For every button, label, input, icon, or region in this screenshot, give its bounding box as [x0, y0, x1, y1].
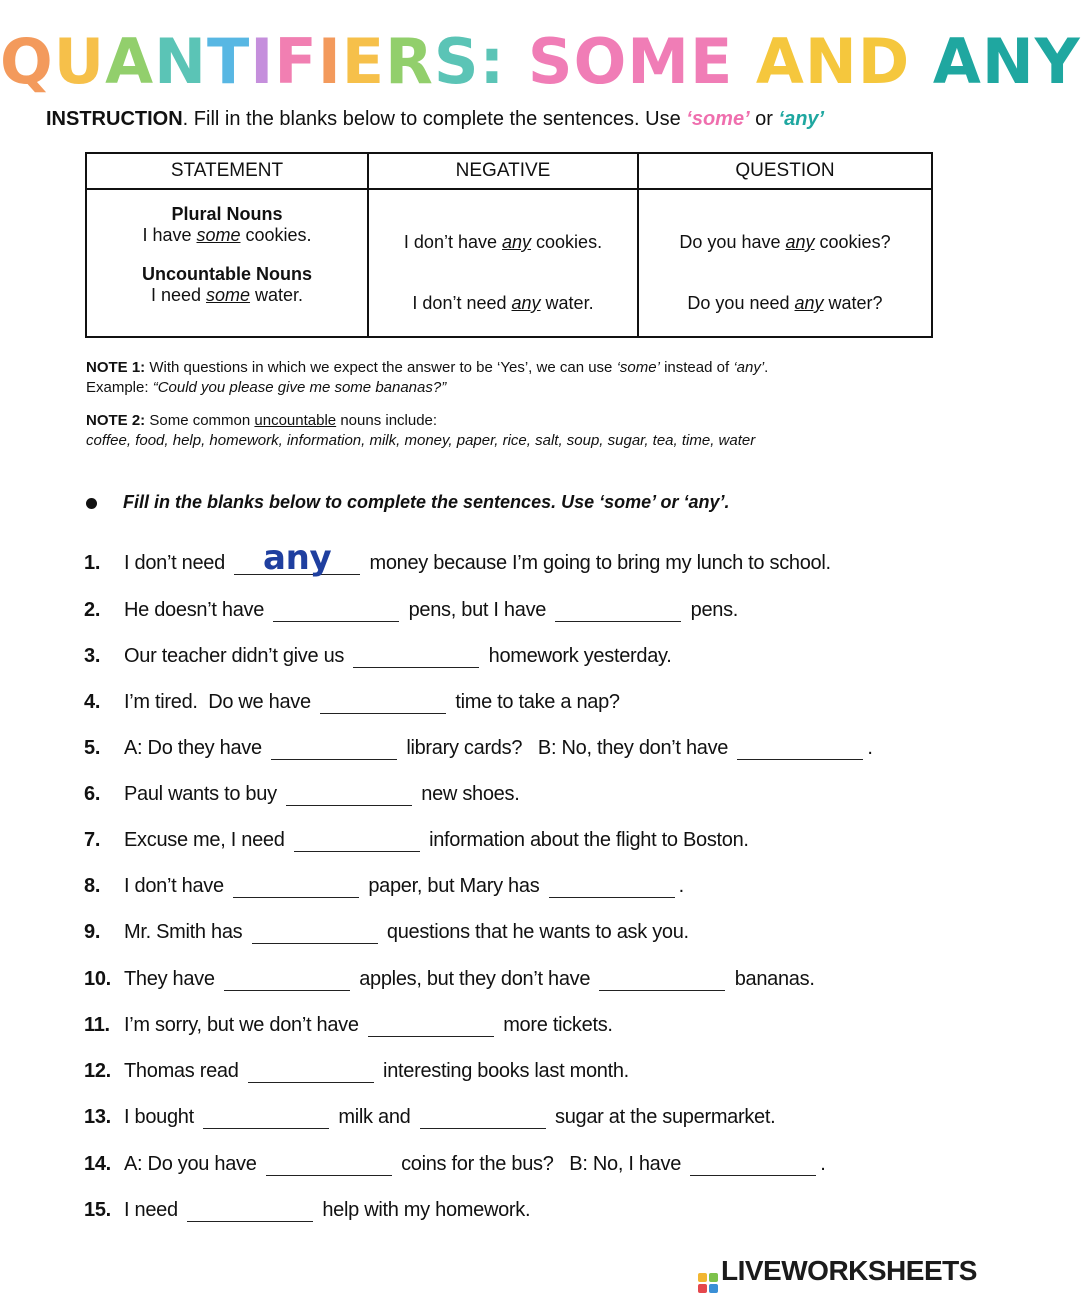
question-item — [84, 871, 684, 901]
question-plural-example: Do you have any cookies? — [679, 232, 891, 252]
question-number: 9. — [84, 921, 101, 943]
negative-plural-example: I don’t have any cookies. — [403, 232, 603, 252]
answer-blank-input[interactable]: any — [234, 548, 360, 575]
uncountable-nouns-list: coffee, food, help, homework, information, milk, money, paper, rice, salt, soup, sugar, tea, time, water — [86, 432, 756, 449]
note-2: NOTE 2: Some common uncountable nouns include: coffee, food, help, homework, information, milk, money, paper, rice, salt, soup, sugar, tea, time, water — [86, 412, 756, 449]
question-item — [84, 1195, 530, 1225]
question-text: information about the flight to Boston. — [423, 829, 749, 851]
bullet-icon — [86, 498, 97, 509]
answer-blank-input[interactable] — [555, 595, 681, 622]
question-text: . — [820, 1153, 826, 1175]
question-item — [84, 1102, 775, 1132]
instruction-text: . Fill in the blanks below to complete the sentences. Use — [182, 108, 687, 130]
title-segment: SOME — [505, 25, 734, 98]
title-segment: S: — [433, 25, 506, 98]
title-segment: I — [250, 25, 275, 98]
question-text: milk and — [333, 1106, 416, 1128]
question-number: 1. — [84, 552, 101, 574]
header-question: QUESTION — [638, 153, 932, 189]
question-text: They have — [124, 968, 220, 990]
title-segment: R — [385, 25, 434, 98]
question-item — [84, 825, 749, 855]
question-text: pens. — [685, 599, 739, 621]
question-text: . — [678, 875, 684, 897]
question-text: time to take a nap? — [450, 691, 620, 713]
question-item — [84, 733, 873, 763]
title-segment: ANY — [910, 25, 1081, 98]
answer-blank-input[interactable] — [737, 733, 863, 760]
question-text: help with my homework. — [317, 1199, 531, 1221]
header-statement: STATEMENT — [86, 153, 368, 189]
question-item — [84, 1149, 826, 1179]
answer-blank-input[interactable] — [271, 733, 397, 760]
question-item — [84, 687, 620, 717]
question-text: A: Do you have — [124, 1153, 262, 1175]
answer-blank-input[interactable] — [420, 1102, 546, 1129]
question-number: 6. — [84, 783, 101, 805]
question-text: Paul wants to buy — [124, 783, 283, 805]
question-text: He doesn’t have — [124, 599, 270, 621]
question-number: 15. — [84, 1199, 111, 1221]
answer-blank-input[interactable] — [353, 641, 479, 668]
question-text: bananas. — [729, 968, 815, 990]
answer-blank-input[interactable] — [286, 779, 412, 806]
question-text: I don’t have — [124, 875, 230, 897]
instruction-label: INSTRUCTION — [46, 108, 183, 130]
answer-blank-input[interactable] — [252, 917, 378, 944]
question-text: new shoes. — [416, 783, 520, 805]
title-segment: N — [154, 25, 207, 98]
note-1: NOTE 1: With questions in which we expect the answer to be ‘Yes’, we can use ‘some’ instead of ‘any’. Example: “Could you please give me some bananas?” — [86, 359, 769, 396]
answer-blank-input[interactable] — [368, 1010, 494, 1037]
uncountable-nouns-heading: Uncountable Nouns — [142, 264, 312, 284]
question-text: I need — [124, 1199, 184, 1221]
instruction — [46, 108, 824, 131]
answer-blank-input[interactable] — [273, 595, 399, 622]
question-text: Thomas read — [124, 1060, 244, 1082]
keyword-any: ‘any’ — [778, 108, 825, 130]
question-text: Excuse me, I need — [124, 829, 290, 851]
answer-blank-input[interactable] — [266, 1149, 392, 1176]
title-segment: I — [317, 25, 342, 98]
title-segment: T — [206, 25, 251, 98]
question-number: 11. — [84, 1014, 110, 1036]
question-item — [84, 964, 815, 994]
logo-square — [709, 1273, 718, 1282]
question-text: . — [867, 737, 873, 759]
liveworksheets-logo: LIVEWORKSHEETS — [698, 1255, 977, 1293]
question-text: coins for the bus? B: No, I have — [395, 1153, 687, 1175]
question-text: questions that he wants to ask you. — [381, 921, 689, 943]
question-text: I bought — [124, 1106, 200, 1128]
question-text: I’m tired. Do we have — [124, 691, 317, 713]
question-number: 8. — [84, 875, 101, 897]
question-text: Mr. Smith has — [124, 921, 248, 943]
logo-square — [698, 1284, 707, 1293]
question-item — [84, 779, 519, 809]
title-segment: Q — [0, 25, 54, 98]
answer-blank-input[interactable] — [233, 871, 359, 898]
question-cell — [638, 189, 932, 337]
question-text: more tickets. — [497, 1014, 613, 1036]
question-text: library cards? B: No, they don’t have — [401, 737, 734, 759]
liveworksheets-logo-icon — [698, 1273, 718, 1293]
question-text: I’m sorry, but we don’t have — [124, 1014, 364, 1036]
question-number: 13. — [84, 1106, 111, 1128]
negative-cell — [368, 189, 638, 337]
worksheet-title — [0, 22, 1081, 102]
statement-plural-example: I have some cookies. — [142, 225, 312, 245]
answer-blank-input[interactable] — [320, 687, 446, 714]
question-number: 2. — [84, 599, 101, 621]
title-segment: A — [105, 25, 155, 98]
question-text: pens, but I have — [403, 599, 552, 621]
grammar-rules-table — [85, 152, 933, 338]
instruction-or: or — [749, 108, 779, 130]
question-text: homework yesterday. — [483, 645, 672, 667]
answer-blank-input[interactable] — [690, 1149, 816, 1176]
statement-uncountable-example: I need some water. — [150, 285, 304, 305]
answer-blank-input[interactable] — [187, 1195, 313, 1222]
question-text: I don’t need — [124, 552, 231, 574]
question-item — [84, 1010, 613, 1040]
keyword-some: ‘some’ — [686, 108, 750, 130]
plural-nouns-heading: Plural Nouns — [171, 204, 283, 224]
question-item — [84, 641, 672, 671]
question-text: apples, but they don’t have — [353, 968, 596, 990]
question-text: sugar at the supermarket. — [549, 1106, 776, 1128]
answer-blank-input[interactable] — [599, 964, 725, 991]
answer-blank-input[interactable] — [549, 871, 675, 898]
question-number: 12. — [84, 1060, 111, 1082]
question-item — [84, 538, 831, 578]
answer-blank-input[interactable] — [224, 964, 350, 991]
answer-blank-input[interactable] — [248, 1056, 374, 1083]
question-number: 3. — [84, 645, 101, 667]
title-segment: AND — [733, 25, 911, 98]
question-text: Our teacher didn’t give us — [124, 645, 350, 667]
exercise-instruction: Fill in the blanks below to complete the sentences. Use ‘some’ or ‘any’. — [86, 492, 730, 513]
question-number: 5. — [84, 737, 101, 759]
title-segment: U — [53, 25, 106, 98]
question-uncountable-example: Do you need any water? — [687, 293, 883, 313]
question-number: 10. — [84, 968, 111, 990]
question-text: interesting books last month. — [377, 1060, 629, 1082]
question-text: A: Do they have — [124, 737, 268, 759]
title-segment: E — [341, 25, 386, 98]
question-item — [84, 1056, 629, 1086]
question-number: 14. — [84, 1153, 111, 1175]
statement-cell — [86, 189, 368, 337]
logo-square — [698, 1273, 707, 1282]
logo-square — [709, 1284, 718, 1293]
question-number: 4. — [84, 691, 101, 713]
answer-blank-input[interactable] — [203, 1102, 329, 1129]
question-item — [84, 595, 738, 625]
answer-blank-input[interactable] — [294, 825, 420, 852]
negative-uncountable-example: I don’t need any water. — [412, 293, 594, 313]
question-number: 7. — [84, 829, 101, 851]
question-text: money because I’m going to bring my lunch to school. — [364, 552, 831, 574]
header-negative: NEGATIVE — [368, 153, 638, 189]
title-segment: F — [274, 25, 318, 98]
question-text: paper, but Mary has — [363, 875, 545, 897]
question-item — [84, 917, 689, 947]
